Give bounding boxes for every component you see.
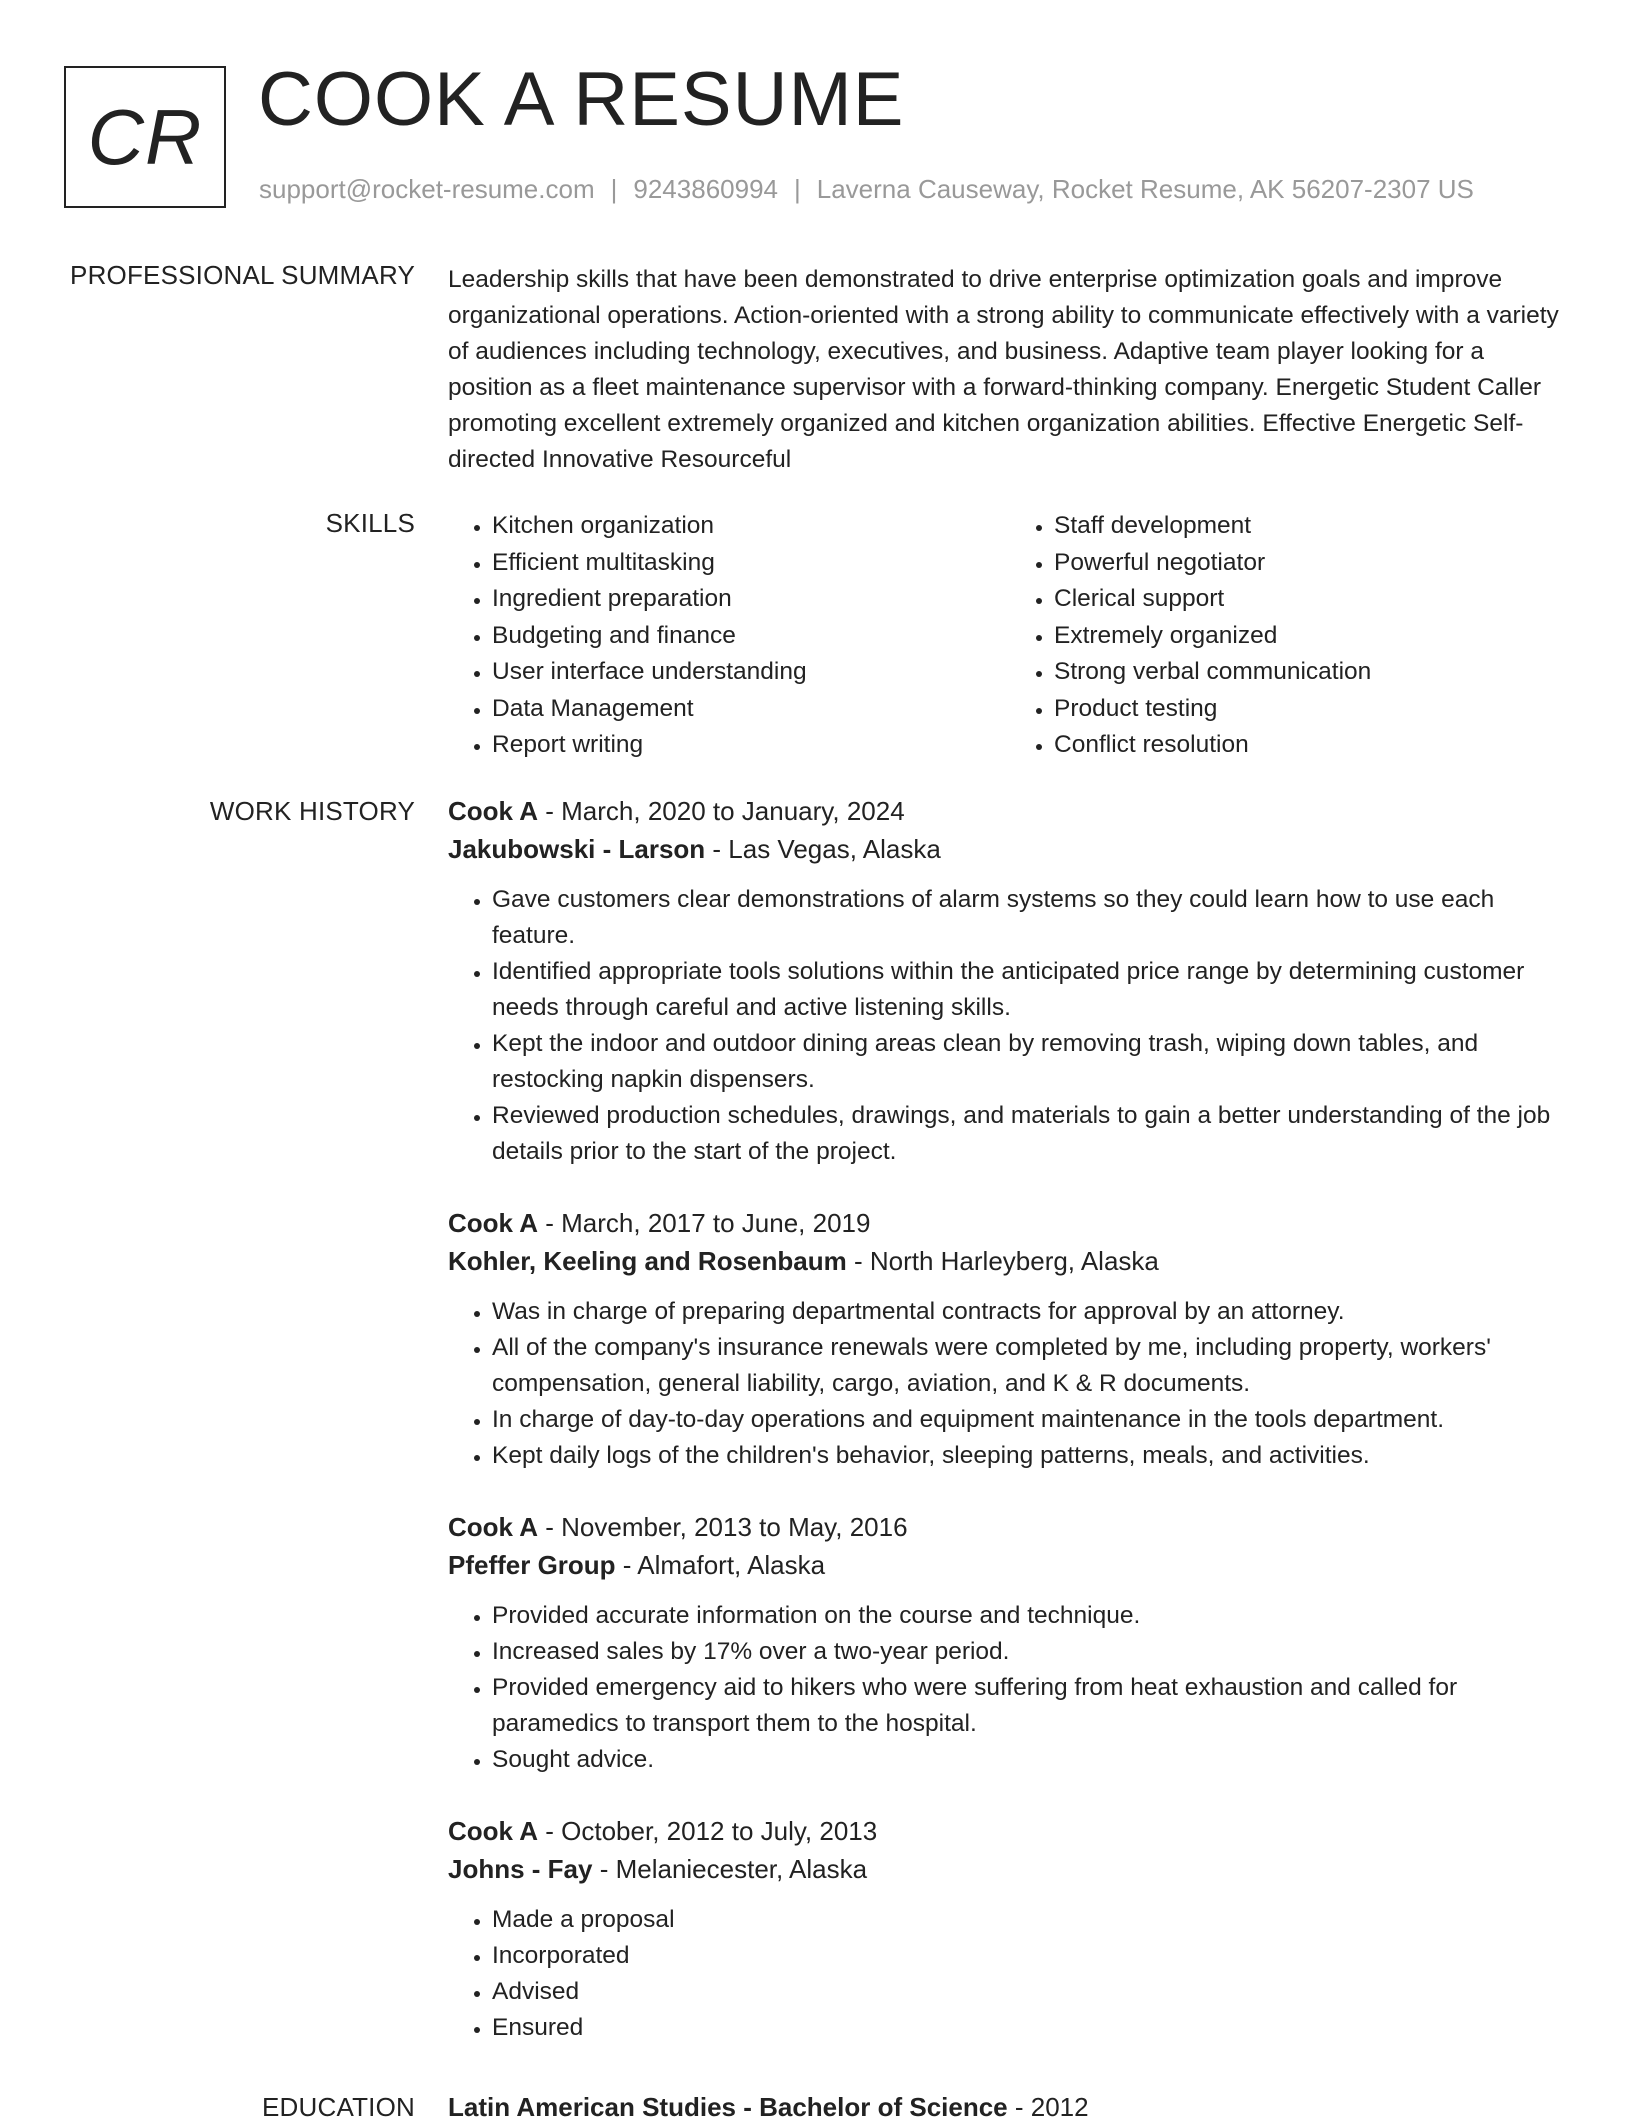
job-role: Cook A — [448, 1512, 539, 1542]
skills-columns — [448, 508, 1572, 764]
job-bullet: • Sought advice. — [492, 1742, 1572, 1778]
work-history-body — [448, 792, 1572, 2080]
skills-body — [448, 508, 1572, 764]
job-bullet: • Identified appropriate tools solutions within the anticipated price range by determining customer needs through careful and active listening skills. — [492, 954, 1572, 1026]
contact-line — [259, 174, 1474, 205]
job-company-line — [448, 830, 1572, 868]
job-company-line — [448, 1242, 1572, 1280]
contact-email: support@rocket-resume.com — [259, 174, 595, 204]
skill-item: • Strong verbal communication — [1054, 654, 1572, 691]
job-title-line — [448, 1508, 1572, 1546]
monogram-initials: CR — [87, 92, 203, 181]
job-entry — [448, 1508, 1572, 1778]
candidate-name: COOK A RESUME — [258, 57, 905, 142]
summary-body — [448, 262, 1572, 478]
job-bullet: • Made a proposal — [492, 1902, 1572, 1938]
skills-list-right — [1010, 508, 1572, 764]
contact-address: Laverna Causeway, Rocket Resume, AK 56207-2307 US — [816, 174, 1474, 204]
job-bullet: • All of the company's insurance renewals were completed by me, including property, workers' compensation, general liability, cargo, aviation, and K & R documents. — [492, 1330, 1572, 1402]
contact-separator: | — [610, 174, 618, 204]
skills-list-left — [448, 508, 1010, 764]
job-bullet: • Advised — [492, 1974, 1572, 2010]
job-bullets — [448, 1598, 1572, 1778]
skill-item: • Data Management — [492, 691, 1010, 728]
section-title-summary: PROFESSIONAL SUMMARY — [70, 260, 415, 290]
section-title-skills: SKILLS — [325, 508, 415, 538]
job-bullet: • Kept daily logs of the children's behavior, sleeping patterns, meals, and activities. — [492, 1438, 1572, 1474]
job-company-line — [448, 1850, 1572, 1888]
job-entry — [448, 792, 1572, 1170]
job-company: Pfeffer Group — [448, 1550, 616, 1580]
skill-item: • Budgeting and finance — [492, 618, 1010, 655]
section-title-education: EDUCATION — [262, 2092, 415, 2122]
job-location: - Melaniecester, Alaska — [592, 1854, 868, 1884]
job-dates: - November, 2013 to May, 2016 — [538, 1512, 908, 1542]
skill-item: • Efficient multitasking — [492, 545, 1010, 582]
skill-item: • Staff development — [1054, 508, 1572, 545]
job-role: Cook A — [448, 1816, 539, 1846]
job-location: - North Harleyberg, Alaska — [846, 1246, 1159, 1276]
job-company-line — [448, 1546, 1572, 1584]
skill-item: • Kitchen organization — [492, 508, 1010, 545]
education-entry — [448, 2088, 1572, 2126]
summary-text: Leadership skills that have been demonstrated to drive enterprise optimization goals and improve organizational operations. Action-oriented with a strong ability to communicate effectively with a variety of audiences including technology, executives, and business. Adaptive team player looking for a position as a fleet maintenance supervisor with a forward-thinking company. Energetic Student Caller promoting excellent extremely organized and kitchen organization abilities. Effective Energetic Self-directed Innovative Resourceful — [448, 266, 1559, 473]
job-role: Cook A — [448, 1208, 539, 1238]
job-title-line — [448, 792, 1572, 830]
job-bullet: • Reviewed production schedules, drawings, and materials to gain a better understanding of the job details prior to the start of the project. — [492, 1098, 1572, 1170]
skill-item: • Product testing — [1054, 691, 1572, 728]
job-bullet: • Gave customers clear demonstrations of alarm systems so they could learn how to use each feature. — [492, 882, 1572, 954]
job-entry — [448, 1812, 1572, 2046]
education-degree: Latin American Studies - Bachelor of Science — [448, 2092, 1008, 2122]
job-dates: - March, 2020 to January, 2024 — [538, 796, 905, 826]
job-bullet: • Provided emergency aid to hikers who were suffering from heat exhaustion and called for paramedics to transport them to the hospital. — [492, 1670, 1572, 1742]
job-location: - Almafort, Alaska — [615, 1550, 826, 1580]
job-bullet: • Kept the indoor and outdoor dining areas clean by removing trash, wiping down tables, and restocking napkin dispensers. — [492, 1026, 1572, 1098]
job-title-line — [448, 1812, 1572, 1850]
skill-item: • Powerful negotiator — [1054, 545, 1572, 582]
skill-item: • Ingredient preparation — [492, 581, 1010, 618]
contact-separator: | — [794, 174, 801, 204]
skill-item: • Conflict resolution — [1054, 727, 1572, 764]
job-bullet: • In charge of day-to-day operations and equipment maintenance in the tools department. — [492, 1402, 1572, 1438]
contact-phone: 9243860994 — [633, 174, 778, 204]
education-year: - 2012 — [1007, 2092, 1089, 2122]
section-title-work: WORK HISTORY — [209, 796, 415, 826]
job-company: Kohler, Keeling and Rosenbaum — [448, 1246, 847, 1276]
job-bullet: • Increased sales by 17% over a two-year period. — [492, 1634, 1572, 1670]
job-dates: - March, 2017 to June, 2019 — [538, 1208, 871, 1238]
skill-item: • Report writing — [492, 727, 1010, 764]
job-bullets — [448, 882, 1572, 1170]
skill-item: • Clerical support — [1054, 581, 1572, 618]
job-company: Jakubowski - Larson — [448, 834, 706, 864]
monogram-box — [64, 66, 226, 208]
job-entry — [448, 1204, 1572, 1474]
job-dates: - October, 2012 to July, 2013 — [538, 1816, 878, 1846]
job-title-line — [448, 1204, 1572, 1242]
job-bullet: • Was in charge of preparing departmental contracts for approval by an attorney. — [492, 1294, 1572, 1330]
skill-item: • User interface understanding — [492, 654, 1010, 691]
job-location: - Las Vegas, Alaska — [705, 834, 941, 864]
job-bullets — [448, 1902, 1572, 2046]
job-bullets — [448, 1294, 1572, 1474]
job-bullet: • Ensured — [492, 2010, 1572, 2046]
job-bullet: • Incorporated — [492, 1938, 1572, 1974]
job-company: Johns - Fay — [448, 1854, 593, 1884]
job-role: Cook A — [448, 796, 539, 826]
job-bullet: • Provided accurate information on the course and technique. — [492, 1598, 1572, 1634]
skill-item: • Extremely organized — [1054, 618, 1572, 655]
